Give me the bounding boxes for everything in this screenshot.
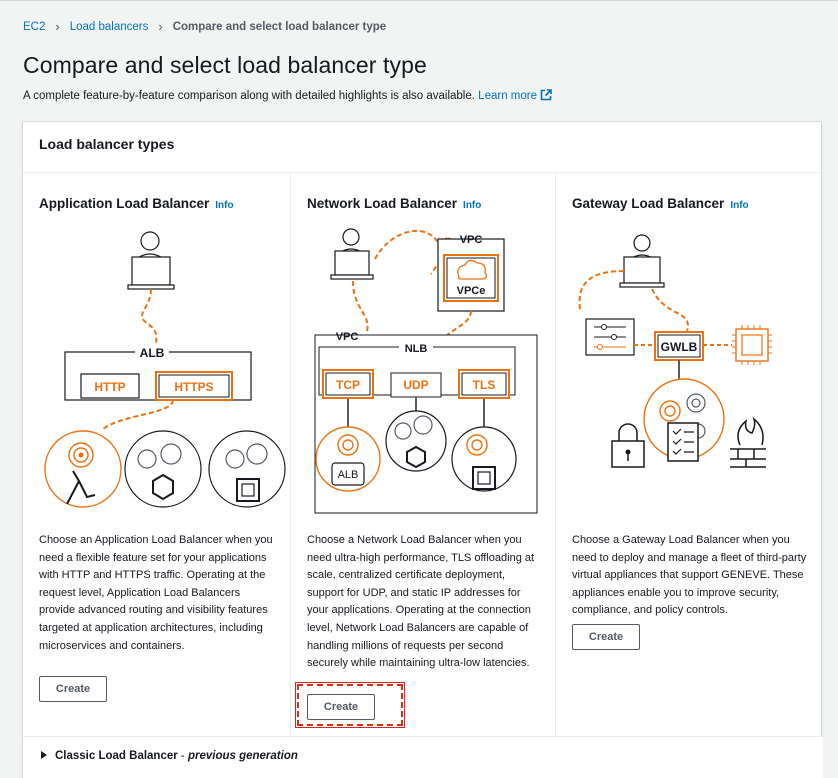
tcp-label: TCP <box>336 378 360 392</box>
caret-right-icon <box>41 751 47 759</box>
policy-settings-icon <box>586 319 634 355</box>
gwlb-diagram <box>556 219 821 509</box>
learn-more-label: Learn more <box>478 90 537 102</box>
alb-title <box>39 196 234 211</box>
breadcrumb <box>23 19 386 34</box>
subtitle-text: A complete feature-by-feature comparison along with detailed highlights is also available. <box>23 90 475 102</box>
chevron-right-icon: › <box>158 19 163 34</box>
gwlb-title-text: Gateway Load Balancer <box>572 196 725 211</box>
lock-icon <box>612 424 644 467</box>
page-title: Compare and select load balancer type <box>23 52 427 78</box>
learn-more-link[interactable] <box>478 90 552 102</box>
gwlb-info-link[interactable]: Info <box>730 200 749 211</box>
breadcrumb-load-balancers[interactable]: Load balancers <box>69 20 149 33</box>
nlb-description: Choose a Network Load Balancer when you need ultra-high performance, TLS offloading at scale, centralized certificate deployment, support for UDP, and static IP addresses for your applications. Operating at the connection level, Network Load Balancers are capable of handling millions of requests per second securely while maintaining ultra-low latencies. <box>307 534 535 670</box>
user-laptop-icon <box>128 232 174 289</box>
vpc-top-label: VPC <box>459 234 483 246</box>
alb-label: ALB <box>139 346 165 360</box>
user-laptop-icon <box>331 229 373 279</box>
user-laptop-icon <box>620 235 664 287</box>
classic-label: Classic Load Balancer <box>55 750 178 762</box>
create-alb-button[interactable]: Create <box>39 676 107 702</box>
nlb-column <box>291 173 556 736</box>
gwlb-label: GWLB <box>660 340 698 354</box>
breadcrumb-ec2[interactable]: EC2 <box>23 20 46 33</box>
classic-dash: - <box>177 750 188 762</box>
top-border <box>0 0 838 1</box>
ec2-target-icon <box>452 427 516 491</box>
alb-target-icon <box>316 427 380 491</box>
load-balancer-types-panel <box>22 121 822 777</box>
alb-diagram <box>23 219 291 509</box>
nlb-title-text: Network Load Balancer <box>307 196 458 211</box>
nlb-diagram <box>291 219 556 519</box>
external-link-icon <box>540 89 552 101</box>
vpc-label: VPC <box>335 331 359 343</box>
lambda-target-icon <box>45 431 121 507</box>
page-subtitle <box>23 89 552 102</box>
create-nlb-button[interactable]: Create <box>307 694 375 720</box>
nlb-info-link[interactable]: Info <box>463 200 482 211</box>
http-label: HTTP <box>94 380 126 394</box>
breadcrumb-current: Compare and select load balancer type <box>172 20 387 33</box>
alb-info-link[interactable]: Info <box>215 200 234 211</box>
gwlb-title <box>572 196 749 211</box>
alb-column <box>23 173 291 736</box>
https-label: HTTPS <box>174 380 214 394</box>
classic-load-balancer-expander[interactable] <box>23 736 823 778</box>
panel-header: Load balancer types <box>23 122 821 173</box>
classic-suffix: previous generation <box>187 750 298 762</box>
appliance-chip-icon <box>732 325 772 365</box>
nlb-title <box>307 196 481 211</box>
alb-title-text: Application Load Balancer <box>39 196 210 211</box>
container-target-icon <box>386 411 446 471</box>
gwlb-column <box>556 173 821 736</box>
ec2-target-icon <box>209 431 285 507</box>
create-gwlb-button[interactable]: Create <box>572 624 640 650</box>
chevron-right-icon: › <box>55 19 60 34</box>
vpce-label: VPCe <box>456 285 486 297</box>
firewall-icon <box>730 419 766 467</box>
alb-target-label: ALB <box>337 469 359 481</box>
container-target-icon <box>125 431 201 507</box>
load-balancer-columns <box>23 173 823 736</box>
udp-label: UDP <box>403 378 429 392</box>
compliance-checklist-icon <box>668 423 698 461</box>
nlb-label: NLB <box>404 343 428 355</box>
tls-label: TLS <box>472 378 496 392</box>
alb-description: Choose an Application Load Balancer when you need a flexible feature set for your applications with HTTP and HTTPS traffic. Operating at the request level, Application Load Balancers provide advanced routing and visibility features targeted at application architectures, including microservices and containers. <box>39 534 273 652</box>
gwlb-description: Choose a Gateway Load Balancer when you need to deploy and manage a fleet of third-party virtual appliances that support GENEVE. These appliances enable you to improve security, compliance, and policy controls. <box>572 534 807 617</box>
